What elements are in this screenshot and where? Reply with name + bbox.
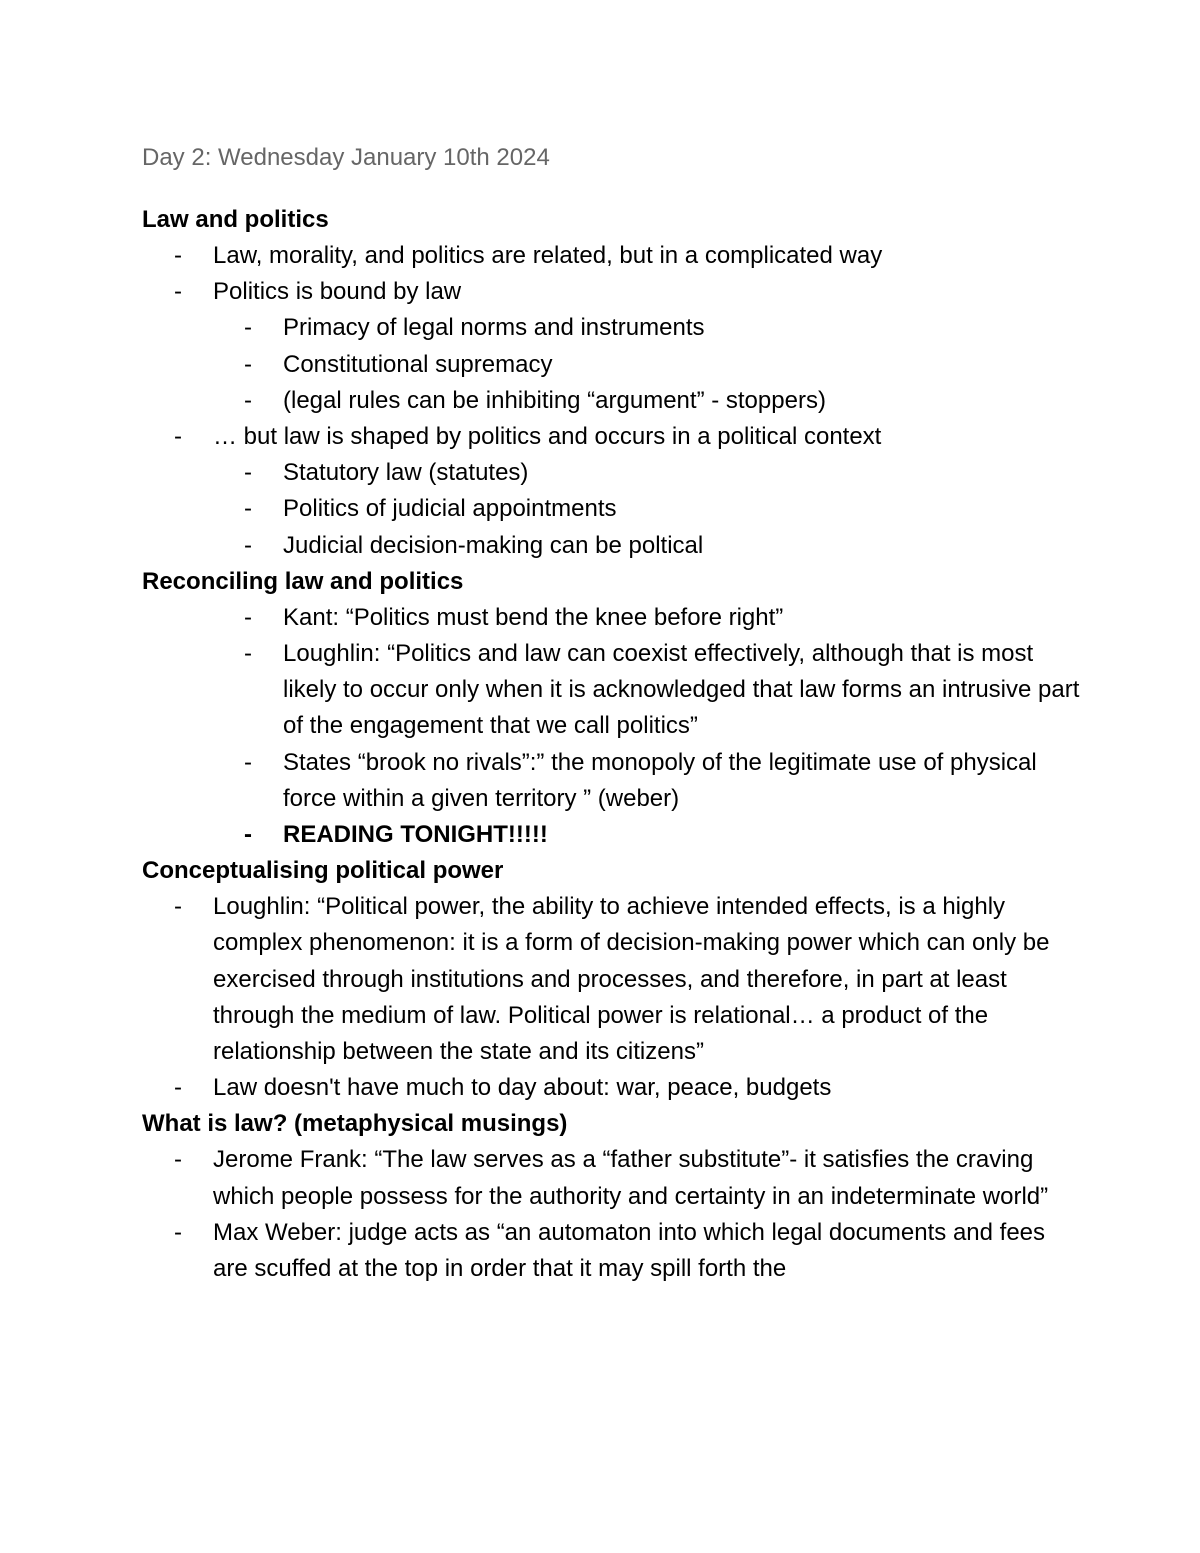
item-text: Law doesn't have much to day about: war, peace, budgets <box>213 1074 832 1102</box>
list-item <box>142 455 1082 491</box>
bullet-dash: - <box>244 821 252 849</box>
document-page <box>142 140 1082 1287</box>
bullet-list <box>142 238 1082 564</box>
bullet-dash: - <box>244 640 252 668</box>
bullet-dash: - <box>174 893 182 921</box>
bullet-dash: - <box>244 748 252 776</box>
item-text: … but law is shaped by politics and occurs in a political context <box>213 423 882 451</box>
bullet-list <box>142 889 1082 1106</box>
list-item <box>142 383 1082 419</box>
bullet-list <box>142 1142 1082 1287</box>
item-text: Politics is bound by law <box>213 278 462 306</box>
item-text: Jerome Frank: “The law serves as a “father substitute”- it satisfies the craving which people possess for the authority and certainty in an indeterminate world” <box>213 1146 1049 1210</box>
list-item <box>142 528 1082 564</box>
list-item <box>142 1070 1082 1106</box>
bullet-dash: - <box>244 603 252 631</box>
bullet-dash: - <box>244 386 252 414</box>
list-item <box>142 274 1082 310</box>
item-text: Loughlin: “Political power, the ability to achieve intended effects, is a highly complex phenomenon: it is a form of decision-making power which can only be exercised through institutions and processes, and therefore, in part at least through the medium of law. Political power is relational… a product of the relationship between the state and its citizens” <box>213 893 1050 1066</box>
bullet-list <box>142 600 1082 853</box>
list-item <box>142 238 1082 274</box>
list-item <box>142 889 1082 1070</box>
section-heading: What is law? (metaphysical musings) <box>142 1110 568 1138</box>
list-item <box>142 745 1082 817</box>
list-item <box>142 1215 1082 1287</box>
section-heading: Law and politics <box>142 206 329 233</box>
list-item <box>142 347 1082 383</box>
notes-body <box>142 202 1082 1287</box>
bullet-dash: - <box>174 1074 182 1102</box>
item-text: (legal rules can be inhibiting “argument” - stoppers) <box>283 386 826 414</box>
item-text: Statutory law (statutes) <box>283 459 529 487</box>
item-text: Constitutional supremacy <box>283 350 553 378</box>
section-heading: Reconciling law and politics <box>142 567 464 595</box>
item-text: Loughlin: “Politics and law can coexist effectively, although that is most likely to occur only when it is acknowledged that law forms an intrusive part of the engagement that we call politics” <box>283 640 1080 740</box>
date-heading: Day 2: Wednesday January 10th 2024 <box>142 144 550 171</box>
bullet-dash: - <box>244 531 252 559</box>
list-item <box>142 817 1082 853</box>
bullet-dash: - <box>244 459 252 487</box>
item-text: Politics of judicial appointments <box>283 495 617 523</box>
bullet-dash: - <box>244 495 252 523</box>
bullet-dash: - <box>174 278 182 306</box>
bullet-dash: - <box>174 423 182 451</box>
list-item <box>142 1142 1082 1214</box>
list-item <box>142 636 1082 745</box>
bullet-dash: - <box>174 1146 182 1174</box>
item-text: States “brook no rivals”:” the monopoly of the legitimate use of physical force within a given territory ” (weber) <box>283 748 1037 812</box>
list-item <box>142 600 1082 636</box>
item-text: Max Weber: judge acts as “an automaton into which legal documents and fees are scuffed at the top in order that it may spill forth the <box>213 1218 1046 1283</box>
bullet-dash: - <box>174 1218 182 1246</box>
bullet-dash: - <box>174 242 182 269</box>
item-text: READING TONIGHT!!!!! <box>283 821 548 849</box>
bullet-dash: - <box>244 314 252 342</box>
item-text: Kant: “Politics must bend the knee before right” <box>283 603 784 631</box>
item-text: Primacy of legal norms and instruments <box>283 314 705 342</box>
list-item <box>142 491 1082 527</box>
list-item <box>142 419 1082 455</box>
list-item <box>142 310 1082 346</box>
item-text: Judicial decision-making can be poltical <box>283 531 704 559</box>
section-heading: Conceptualising political power <box>142 857 504 885</box>
item-text: Law, morality, and politics are related, but in a complicated way <box>213 242 883 269</box>
bullet-dash: - <box>244 350 252 378</box>
